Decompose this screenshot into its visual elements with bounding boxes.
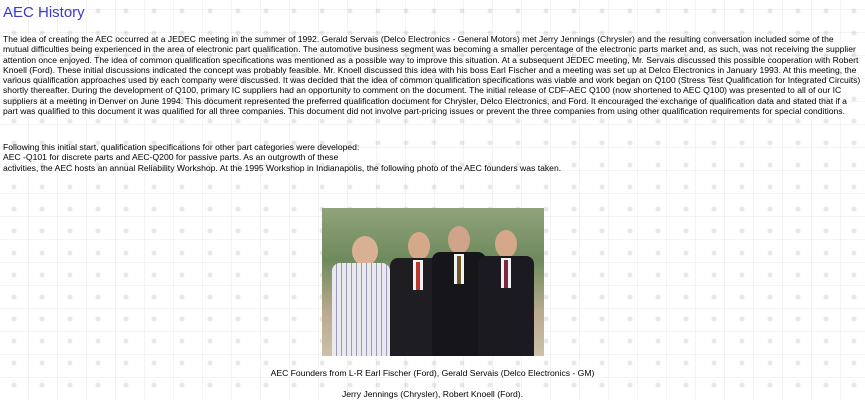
followup-line-2: AEC -Q101 for discrete parts and AEC-Q200 for passive parts. As an outgrowth of these	[3, 152, 339, 163]
photo-caption-line-2: Jerry Jennings (Chrysler), Robert Knoell (Ford).	[341, 389, 523, 399]
followup-line-1: Following this initial start, qualification specifications for other part categories were developed:	[3, 142, 360, 152]
photo-caption-line-1: AEC Founders from L-R Earl Fischer (Ford), Gerald Servais (Delco Electronics - GM)	[270, 368, 595, 378]
followup-paragraph	[3, 142, 861, 173]
page-title: AEC History	[3, 4, 85, 21]
founders-photo	[322, 208, 544, 356]
history-paragraph: The idea of creating the AEC occurred at a JEDEC meeting in the summer of 1992. Gerald Servais (Delco Electronics - General Motors) met Jerry Jennings (Chrysler) and the resulting conversation included some of the mutual difficulties being experienced in the area of electronic part qualification. The automotive business segment was becoming a smaller percentage of the electronic parts market and, as such, was not receiving the supplier attention once enjoyed. The idea of common qualification specifications was mentioned as a possible way to improve this situation. At a subsequent JEDEC meeting, Mr. Servais discussed this possible cooperation with Robert Knoell (Ford). These initial discussions indicated the concept was probably feasible. Mr. Knoell discussed this idea with his boss Earl Fischer and a meeting was set up at Delco Electronics in January 1993. At this meeting, the various qualification approaches used by each company were discussed. It was decided that the idea of common qualification specifications was viable and work began on Q100 (Stress Test Qualification for Integrated Circuits) shortly thereafter. During the development of Q100, primary IC suppliers had an opportunity to comment on the document. The initial release of CDF-AEC Q100 (now shortened to AEC Q100) was presented to all of our IC suppliers at a meeting in Denver on June 1994. This document represented the preferred qualification document for Chrysler, Delco Electronics, and Ford. It encouraged the exchange of qualification data and stated that if a part was qualified to this document it was qualified for all three companies. This document did not involve part-pricing issues or prevent the three companies from using other qualification requirements for special conditions.	[3, 34, 861, 117]
followup-line-3: activities, the AEC hosts an annual Reliability Workshop. At the 1995 Workshop in Indianapolis, the following photo of the AEC founders was taken.	[3, 162, 562, 173]
